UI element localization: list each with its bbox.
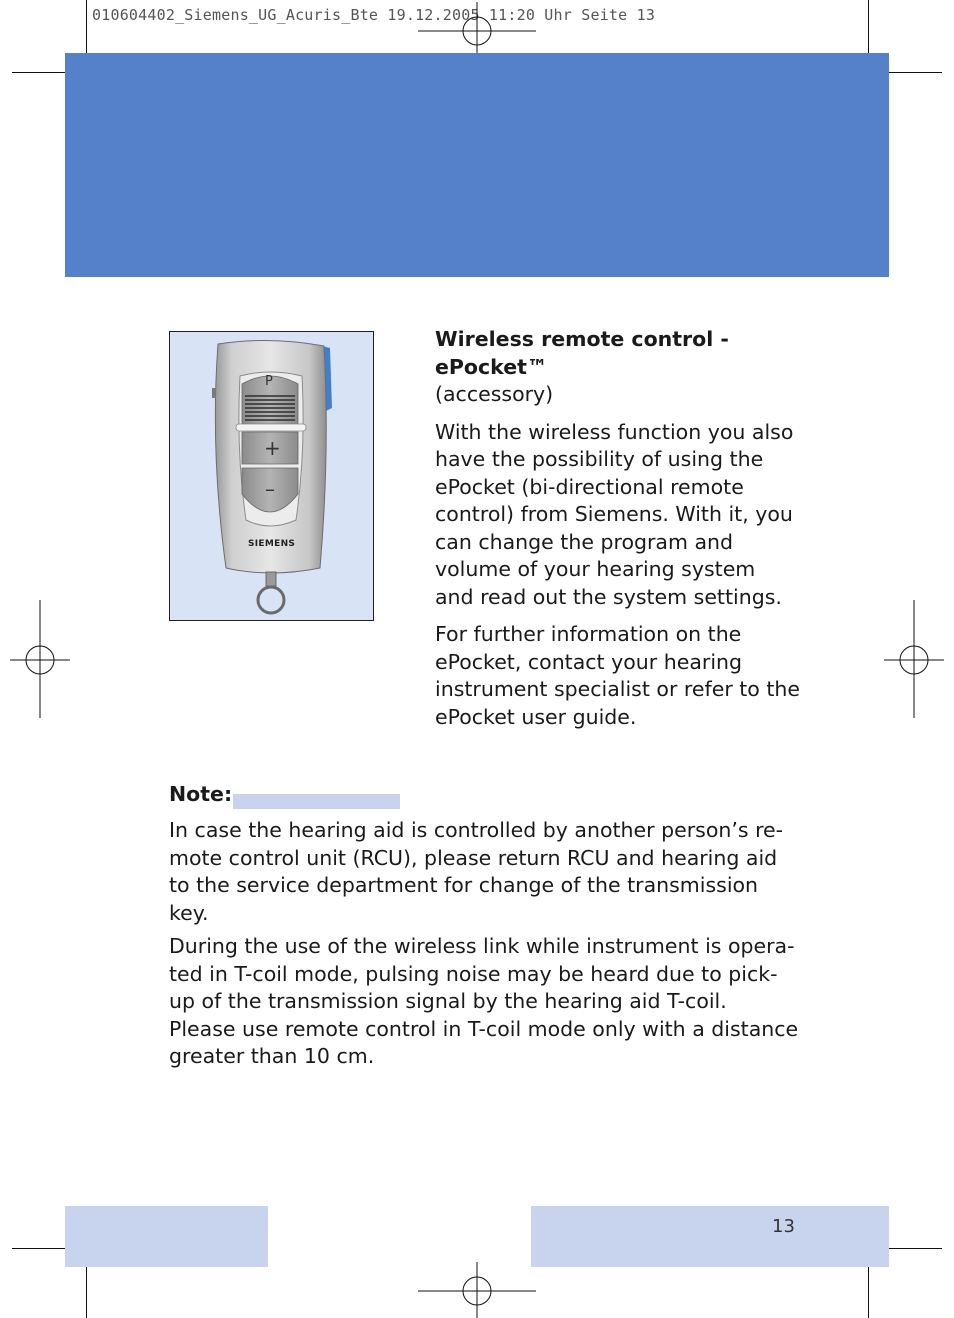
footer-band-right [531, 1206, 889, 1267]
footer-band-left [65, 1206, 268, 1267]
plus-button-label: + [264, 436, 281, 460]
note-highlight-bar [233, 794, 400, 809]
crop-mark [868, 1260, 869, 1318]
note-body [169, 817, 799, 1071]
section-title-line2: ePocket™ [435, 354, 548, 379]
epocket-section [435, 326, 800, 731]
note-paragraph: In case the hearing aid is controlled by another person’s re-mote control unit (RCU), please return RCU and hearing aid to the service department for change of the transmission key. [169, 818, 784, 925]
section-paragraph: For further information on the ePocket, contact your hearing instrument specialist or refer to the ePocket user guide. [435, 622, 801, 729]
note-label: Note: [169, 782, 233, 806]
crop-mark [86, 0, 87, 60]
crop-mark [886, 1248, 942, 1249]
print-header: 010604402_Siemens_UG_Acuris_Bte 19.12.2005 11:20 Uhr Seite 13 [92, 6, 656, 24]
crop-mark [886, 72, 942, 73]
section-title-line1: Wireless remote control - [435, 327, 729, 351]
header-band [65, 53, 889, 277]
registration-mark-right [884, 600, 944, 718]
crop-mark [12, 72, 67, 73]
brand-logo: SIEMENS [248, 539, 296, 549]
minus-button-label: – [265, 477, 275, 501]
registration-mark-left [10, 600, 70, 718]
crop-mark [12, 1248, 67, 1249]
section-subtitle: (accessory) [435, 382, 554, 406]
section-paragraph: With the wireless function you also have the possibility of using the ePocket (bi-directional remote control) from Siemens. With it, you can change the program and volume of your hearing system and read out the system settings. [435, 419, 794, 609]
registration-mark-top [418, 2, 536, 60]
crop-mark [868, 0, 869, 60]
p-button-label: P [265, 374, 273, 389]
crop-mark [86, 1260, 87, 1318]
page-number: 13 [772, 1216, 795, 1237]
registration-mark-bottom [418, 1262, 536, 1318]
epocket-illustration [169, 331, 374, 621]
note-paragraph: During the use of the wireless link while instrument is opera-ted in T-coil mode, pulsing noise may be heard due to pick-up of the transmission signal by the hearing aid T-coil. Please use remote control in T-coil mode only with a distance greater than 10 cm. [169, 934, 799, 1068]
